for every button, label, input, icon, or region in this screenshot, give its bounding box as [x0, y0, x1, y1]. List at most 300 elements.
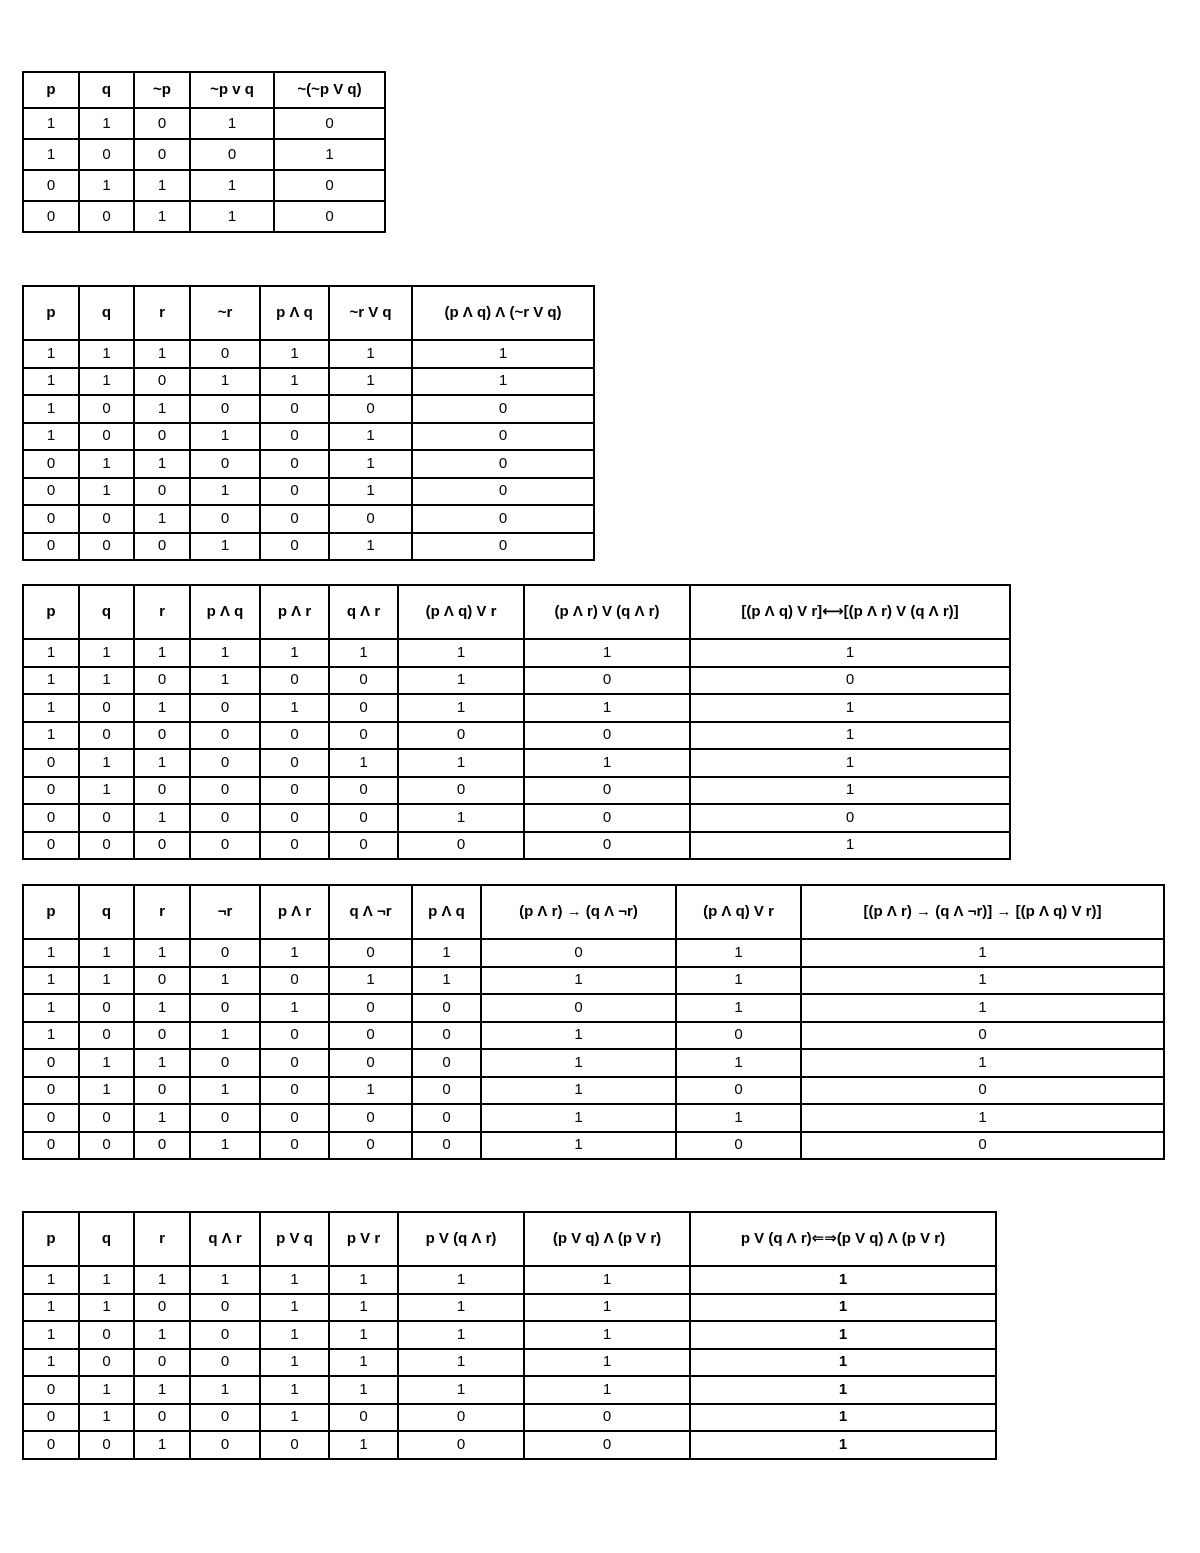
table-cell: 1	[23, 667, 79, 695]
table-row	[23, 777, 1010, 805]
table-cell: 0	[329, 722, 398, 750]
table-cell: 1	[190, 423, 260, 451]
table-row	[23, 1376, 996, 1404]
table-cell: 1	[329, 1266, 398, 1294]
table-cell: 0	[260, 667, 329, 695]
table-row	[23, 667, 1010, 695]
table-cell: 0	[260, 832, 329, 860]
table-cell: 1	[190, 1132, 260, 1160]
table-cell: 1	[260, 340, 329, 368]
table-cell: 0	[260, 505, 329, 533]
table-cell: 1	[524, 1349, 690, 1377]
table-row	[23, 1349, 996, 1377]
table-cell: 1	[260, 1404, 329, 1432]
table-cell: 1	[676, 1104, 801, 1132]
table-cell: 0	[412, 505, 594, 533]
table-cell: 0	[274, 108, 385, 139]
table-cell: 0	[134, 139, 190, 170]
header-cell: q Λ ¬r	[329, 885, 412, 939]
table-cell: 1	[412, 939, 481, 967]
table-cell: 0	[260, 395, 329, 423]
table-cell: 1	[134, 1321, 190, 1349]
table-row	[23, 478, 594, 506]
table-row	[23, 1431, 996, 1459]
table-cell: 1	[79, 1266, 134, 1294]
table-cell: 0	[190, 694, 260, 722]
table-cell: 1	[690, 749, 1010, 777]
table-cell: 1	[329, 967, 412, 995]
table-cell: 1	[190, 1077, 260, 1105]
table-cell: 0	[329, 1132, 412, 1160]
table-cell: 1	[801, 939, 1164, 967]
table-cell: 0	[412, 1049, 481, 1077]
header-cell: (p Λ q) Λ (~r V q)	[412, 286, 594, 340]
table-cell: 0	[801, 1022, 1164, 1050]
table-cell: 1	[190, 201, 274, 232]
table-cell: 0	[190, 340, 260, 368]
table-cell: 0	[274, 170, 385, 201]
table-cell: 0	[398, 722, 524, 750]
table-cell: 1	[134, 994, 190, 1022]
table-row	[23, 1132, 1164, 1160]
table-cell: 1	[329, 1349, 398, 1377]
table-cell: 1	[79, 1294, 134, 1322]
table-cell: 1	[690, 1376, 996, 1404]
table-cell: 1	[134, 1266, 190, 1294]
table-cell: 1	[79, 450, 134, 478]
table-cell: 0	[134, 1294, 190, 1322]
table-cell: 0	[412, 478, 594, 506]
truth-table-2	[22, 285, 595, 561]
table-cell: 1	[524, 749, 690, 777]
table-cell: 1	[412, 340, 594, 368]
table-cell: 0	[412, 1022, 481, 1050]
table-cell: 1	[260, 1266, 329, 1294]
table-cell: 0	[79, 694, 134, 722]
table-row	[23, 1266, 996, 1294]
table-cell: 1	[690, 1431, 996, 1459]
header-cell: (p Λ r) → (q Λ ¬r)	[481, 885, 676, 939]
table-cell: 0	[23, 1376, 79, 1404]
table-cell: 0	[801, 1132, 1164, 1160]
table-cell: 0	[260, 1104, 329, 1132]
table-cell: 0	[134, 1022, 190, 1050]
header-cell: [(p Λ r) → (q Λ ¬r)] → [(p Λ q) V r)]	[801, 885, 1164, 939]
table-cell: 1	[690, 1404, 996, 1432]
table-cell: 0	[398, 832, 524, 860]
table-cell: 0	[329, 505, 412, 533]
header-row	[23, 585, 1010, 639]
table-cell: 0	[190, 994, 260, 1022]
table-cell: 1	[329, 340, 412, 368]
table-cell: 0	[260, 1132, 329, 1160]
table-cell: 0	[676, 1132, 801, 1160]
table-cell: 1	[481, 967, 676, 995]
table-cell: 0	[676, 1077, 801, 1105]
table-cell: 1	[190, 170, 274, 201]
table-cell: 1	[79, 1376, 134, 1404]
table-cell: 0	[23, 749, 79, 777]
table-cell: 1	[23, 994, 79, 1022]
table-cell: 1	[481, 1077, 676, 1105]
table-cell: 0	[79, 533, 134, 561]
header-cell: p V q	[260, 1212, 329, 1266]
table-cell: 1	[329, 749, 398, 777]
header-cell: ~r V q	[329, 286, 412, 340]
table-cell: 1	[329, 1431, 398, 1459]
table-cell: 1	[329, 1077, 412, 1105]
table-row	[23, 722, 1010, 750]
header-cell: p Λ q	[190, 585, 260, 639]
table-cell: 1	[134, 340, 190, 368]
table-cell: 0	[190, 804, 260, 832]
table-cell: 1	[398, 639, 524, 667]
table-row	[23, 450, 594, 478]
table-cell: 0	[79, 1104, 134, 1132]
table-cell: 0	[134, 722, 190, 750]
table-cell: 0	[412, 423, 594, 451]
table-cell: 1	[329, 1321, 398, 1349]
header-cell: ~(~p V q)	[274, 72, 385, 108]
table-cell: 0	[134, 108, 190, 139]
table-cell: 1	[260, 939, 329, 967]
table-cell: 0	[329, 777, 398, 805]
table-cell: 1	[23, 423, 79, 451]
table-row	[23, 395, 594, 423]
table-row	[23, 1049, 1164, 1077]
table-cell: 1	[23, 967, 79, 995]
header-cell: p Λ q	[412, 885, 481, 939]
table-cell: 1	[190, 368, 260, 396]
header-cell: r	[134, 585, 190, 639]
table-cell: 1	[79, 170, 134, 201]
table-cell: 0	[329, 395, 412, 423]
table-cell: 0	[260, 423, 329, 451]
table-cell: 0	[190, 450, 260, 478]
table-cell: 0	[329, 1049, 412, 1077]
header-cell: r	[134, 286, 190, 340]
table-cell: 1	[329, 450, 412, 478]
table-cell: 1	[398, 694, 524, 722]
table-cell: 1	[134, 1049, 190, 1077]
table-cell: 0	[134, 423, 190, 451]
table-cell: 1	[690, 777, 1010, 805]
table-cell: 1	[134, 450, 190, 478]
truth-table-4	[22, 884, 1165, 1160]
table-cell: 0	[329, 994, 412, 1022]
table-cell: 1	[801, 1104, 1164, 1132]
table-cell: 0	[412, 450, 594, 478]
header-cell: q	[79, 1212, 134, 1266]
table-cell: 1	[481, 1104, 676, 1132]
table-row	[23, 832, 1010, 860]
header-cell: p	[23, 585, 79, 639]
table-cell: 1	[481, 1022, 676, 1050]
table-cell: 1	[23, 1022, 79, 1050]
table-row	[23, 1294, 996, 1322]
table-row	[23, 1404, 996, 1432]
table-cell: 0	[481, 994, 676, 1022]
header-cell: p	[23, 1212, 79, 1266]
header-cell: p Λ r	[260, 585, 329, 639]
table-cell: 1	[79, 639, 134, 667]
table-cell: 0	[524, 804, 690, 832]
table-cell: 0	[134, 967, 190, 995]
table-cell: 1	[190, 533, 260, 561]
table-cell: 0	[260, 533, 329, 561]
table-cell: 1	[329, 1376, 398, 1404]
table-cell: 0	[260, 804, 329, 832]
header-row	[23, 286, 594, 340]
table-cell: 1	[190, 478, 260, 506]
table-cell: 0	[524, 777, 690, 805]
header-cell: p Λ r	[260, 885, 329, 939]
table-cell: 0	[412, 1132, 481, 1160]
table-cell: 0	[79, 1132, 134, 1160]
table-cell: 1	[260, 1349, 329, 1377]
table-cell: 0	[690, 667, 1010, 695]
table-cell: 0	[398, 1404, 524, 1432]
table-cell: 1	[79, 967, 134, 995]
table-cell: 0	[79, 201, 134, 232]
table-cell: 0	[190, 777, 260, 805]
header-cell: (p Λ q) V r	[676, 885, 801, 939]
table-cell: 0	[412, 395, 594, 423]
table-cell: 1	[23, 368, 79, 396]
table-row	[23, 639, 1010, 667]
truth-table-5	[22, 1211, 997, 1460]
table-cell: 0	[329, 1104, 412, 1132]
table-cell: 0	[79, 1321, 134, 1349]
table-cell: 1	[481, 1132, 676, 1160]
table-cell: 1	[134, 505, 190, 533]
table-cell: 1	[524, 1294, 690, 1322]
table-cell: 0	[190, 1431, 260, 1459]
table-row	[23, 994, 1164, 1022]
table-cell: 0	[79, 1431, 134, 1459]
table-row	[23, 804, 1010, 832]
table-cell: 1	[190, 639, 260, 667]
table-cell: 1	[190, 1266, 260, 1294]
table-cell: 1	[79, 1077, 134, 1105]
header-cell: (p Λ q) V r	[398, 585, 524, 639]
header-row	[23, 72, 385, 108]
table-cell: 1	[23, 1294, 79, 1322]
table-cell: 0	[23, 1431, 79, 1459]
table-cell: 0	[23, 201, 79, 232]
table-cell: 0	[134, 1077, 190, 1105]
table-row	[23, 967, 1164, 995]
table-cell: 0	[190, 939, 260, 967]
table-row	[23, 201, 385, 232]
table-cell: 1	[274, 139, 385, 170]
table-cell: 1	[134, 201, 190, 232]
table-cell: 0	[260, 1077, 329, 1105]
table-cell: 1	[412, 368, 594, 396]
table-cell: 0	[190, 749, 260, 777]
table-cell: 0	[23, 1404, 79, 1432]
table-cell: 1	[329, 478, 412, 506]
table-cell: 1	[23, 108, 79, 139]
table-cell: 0	[23, 804, 79, 832]
table-cell: 1	[524, 639, 690, 667]
table-cell: 1	[23, 1349, 79, 1377]
table-cell: 0	[260, 1022, 329, 1050]
header-cell: p	[23, 72, 79, 108]
table-cell: 1	[690, 722, 1010, 750]
table-row	[23, 939, 1164, 967]
table-cell: 1	[79, 749, 134, 777]
table-cell: 0	[190, 1404, 260, 1432]
table-cell: 0	[329, 939, 412, 967]
table-cell: 1	[190, 967, 260, 995]
table-cell: 1	[79, 478, 134, 506]
table-cell: 0	[329, 804, 398, 832]
table-cell: 1	[398, 804, 524, 832]
table-cell: 1	[676, 994, 801, 1022]
table-cell: 0	[398, 777, 524, 805]
table-cell: 1	[329, 639, 398, 667]
table-cell: 1	[134, 804, 190, 832]
table-cell: 0	[134, 1349, 190, 1377]
truth-table-1	[22, 71, 386, 233]
table-cell: 1	[23, 340, 79, 368]
table-cell: 1	[23, 722, 79, 750]
table-cell: 1	[524, 1266, 690, 1294]
table-cell: 0	[190, 832, 260, 860]
table-cell: 0	[79, 1022, 134, 1050]
table-cell: 0	[134, 667, 190, 695]
table-cell: 0	[524, 1431, 690, 1459]
table-cell: 0	[190, 139, 274, 170]
table-cell: 0	[412, 533, 594, 561]
table-cell: 1	[524, 1376, 690, 1404]
table-cell: 1	[481, 1049, 676, 1077]
table-cell: 0	[134, 1132, 190, 1160]
table-cell: 0	[23, 832, 79, 860]
table-cell: 0	[190, 1321, 260, 1349]
header-cell: ~p	[134, 72, 190, 108]
table-cell: 1	[260, 639, 329, 667]
table-cell: 0	[190, 1104, 260, 1132]
table-cell: 1	[676, 939, 801, 967]
table-cell: 1	[690, 832, 1010, 860]
table-cell: 0	[23, 533, 79, 561]
table-cell: 1	[690, 639, 1010, 667]
table-cell: 1	[23, 639, 79, 667]
table-cell: 0	[412, 1104, 481, 1132]
table-cell: 1	[79, 939, 134, 967]
table-cell: 0	[260, 722, 329, 750]
table-row	[23, 340, 594, 368]
table-cell: 0	[412, 994, 481, 1022]
table-cell: 1	[134, 939, 190, 967]
table-cell: 0	[190, 395, 260, 423]
table-cell: 1	[260, 1321, 329, 1349]
table-cell: 1	[260, 694, 329, 722]
table-cell: 0	[190, 505, 260, 533]
table-cell: 0	[260, 749, 329, 777]
table-cell: 0	[79, 722, 134, 750]
table-cell: 0	[260, 1049, 329, 1077]
table-cell: 1	[134, 749, 190, 777]
table-row	[23, 1321, 996, 1349]
table-cell: 1	[190, 667, 260, 695]
table-cell: 0	[329, 694, 398, 722]
table-cell: 0	[134, 832, 190, 860]
table-cell: 1	[260, 368, 329, 396]
table-cell: 1	[23, 939, 79, 967]
table-cell: 0	[398, 1431, 524, 1459]
table-cell: 0	[23, 450, 79, 478]
table-cell: 1	[23, 694, 79, 722]
table-row	[23, 108, 385, 139]
table-cell: 0	[260, 478, 329, 506]
table-cell: 1	[690, 1266, 996, 1294]
table-row	[23, 533, 594, 561]
header-cell: ~r	[190, 286, 260, 340]
table-cell: 1	[398, 749, 524, 777]
header-cell: q	[79, 585, 134, 639]
table-cell: 0	[524, 832, 690, 860]
table-cell: 1	[801, 994, 1164, 1022]
table-cell: 0	[260, 777, 329, 805]
table-cell: 1	[134, 395, 190, 423]
table-cell: 1	[134, 1431, 190, 1459]
table-cell: 1	[190, 1376, 260, 1404]
table-cell: 1	[398, 1294, 524, 1322]
table-cell: 1	[79, 368, 134, 396]
header-cell: ¬r	[190, 885, 260, 939]
table-cell: 1	[134, 639, 190, 667]
header-cell: p	[23, 286, 79, 340]
table-cell: 0	[329, 667, 398, 695]
table-cell: 1	[134, 1376, 190, 1404]
table-cell: 1	[23, 139, 79, 170]
table-cell: 0	[190, 722, 260, 750]
table-cell: 1	[79, 1049, 134, 1077]
header-cell: q	[79, 72, 134, 108]
header-cell: p	[23, 885, 79, 939]
header-cell: q Λ r	[190, 1212, 260, 1266]
table-cell: 1	[398, 667, 524, 695]
table-cell: 1	[676, 1049, 801, 1077]
table-cell: 0	[134, 533, 190, 561]
header-cell: p V (q Λ r)⇐⇒(p V q) Λ (p V r)	[690, 1212, 996, 1266]
header-cell: p V r	[329, 1212, 398, 1266]
header-cell: r	[134, 885, 190, 939]
table-cell: 1	[690, 694, 1010, 722]
header-cell: r	[134, 1212, 190, 1266]
table-cell: 0	[23, 505, 79, 533]
table-cell: 1	[79, 108, 134, 139]
table-cell: 1	[524, 694, 690, 722]
table-cell: 0	[79, 832, 134, 860]
table-cell: 1	[79, 777, 134, 805]
header-cell: ~p v q	[190, 72, 274, 108]
table-cell: 0	[524, 1404, 690, 1432]
table-cell: 1	[398, 1321, 524, 1349]
table-cell: 1	[329, 368, 412, 396]
table-cell: 0	[260, 450, 329, 478]
table-cell: 0	[524, 667, 690, 695]
table-cell: 1	[524, 1321, 690, 1349]
table-row	[23, 368, 594, 396]
table-cell: 0	[134, 1404, 190, 1432]
table-cell: 0	[676, 1022, 801, 1050]
table-cell: 0	[190, 1349, 260, 1377]
table-cell: 0	[23, 1049, 79, 1077]
